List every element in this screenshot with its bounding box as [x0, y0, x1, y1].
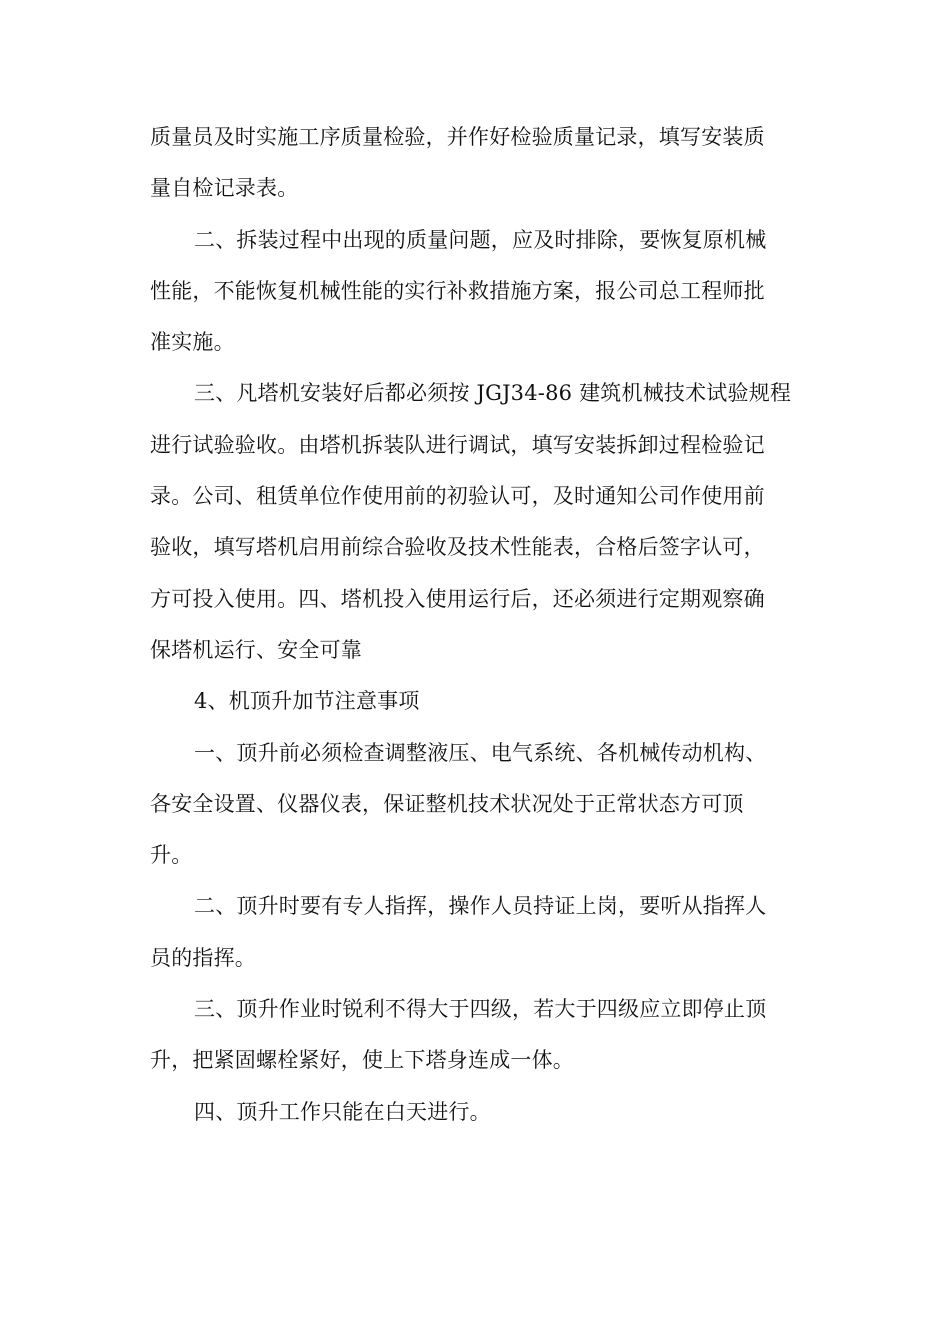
text-line-4: 性能，不能恢复机械性能的实行补救措施方案，报公司总工程师批: [150, 278, 765, 303]
text-line-20: 四、顶升工作只能在白天进行。: [194, 1099, 491, 1124]
text-line-16: 二、顶升时要有专人指挥，操作人员持证上岗，要听从指挥人: [194, 894, 767, 919]
text-line-5: 准实施。: [150, 330, 235, 355]
text-line-7: 进行试验验收。由塔机拆装队进行调试，填写安装拆卸过程检验记: [150, 432, 765, 457]
text-line-18: 三、顶升作业时锐利不得大于四级，若大于四级应立即停止顶: [194, 997, 767, 1022]
text-line-8: 录。公司、租赁单位作使用前的初验认可，及时通知公司作使用前: [150, 484, 765, 509]
text-line-11: 保塔机运行、安全可靠: [150, 637, 362, 662]
document-body: [150, 112, 805, 1138]
text-line-2: 量自检记录表。: [150, 176, 299, 201]
text-line-1: 质量员及时实施工序质量检验，并作好检验质量记录，填写安装质: [150, 125, 765, 149]
text-line-6: 三、凡塔机安装好后都必须按 JGJ34-86 建筑机械技术试验规程: [194, 381, 792, 406]
text-line-17: 员的指挥。: [150, 945, 256, 970]
text-line-3: 二、拆装过程中出现的质量问题，应及时排除，要恢复原机械: [194, 227, 767, 252]
text-line-14: 各安全设置、仪器仪表，保证整机技术状况处于正常状态方可顶: [150, 791, 744, 816]
section-heading: 4、机顶升加节注意事项: [194, 689, 420, 714]
text-line-10: 方可投入使用。四、塔机投入使用运行后，还必须进行定期观察确: [150, 586, 765, 611]
text-line-19: 升，把紧固螺栓紧好，使上下塔身连成一体。: [150, 1048, 574, 1073]
text-line-13: 一、顶升前必须检查调整液压、电气系统、各机械传动机构、: [194, 740, 767, 765]
text-line-15: 升。: [150, 843, 193, 868]
text-line-9: 验收，填写塔机启用前综合验收及技术性能表，合格后签字认可，: [150, 535, 765, 560]
